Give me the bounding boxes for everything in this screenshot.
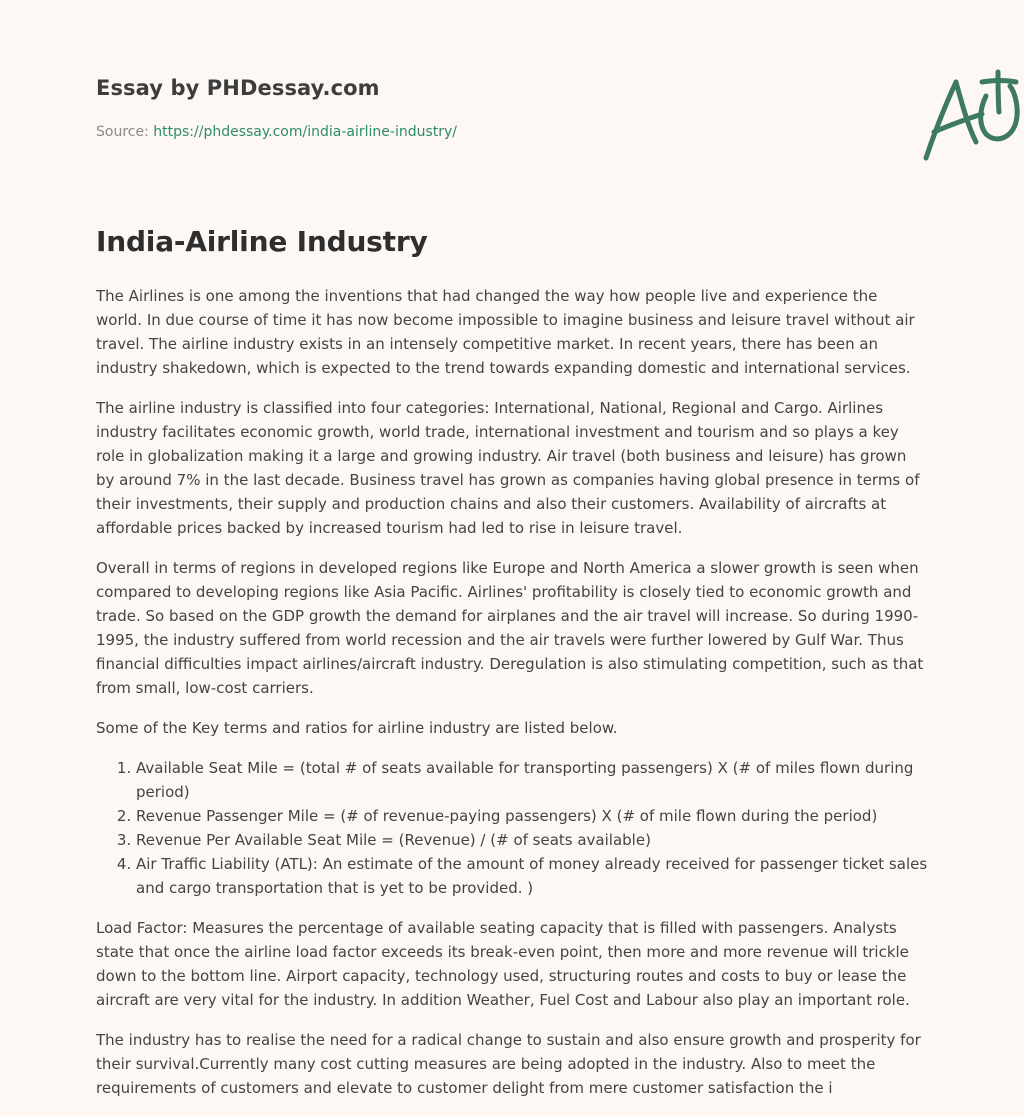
list-item: 3. Revenue Per Available Seat Mile = (Revenue) / (# of seats available) <box>136 828 928 852</box>
essay-paragraph: Overall in terms of regions in developed regions like Europe and North America a slower growth is seen when compared to developing regions like Asia Pacific. Airlines' profitability is closely tied to economic growth and trade. So based on the GDP growth the demand for airplanes and the air travel will increase. So during 1990-1995, the industry suffered from world recession and the air travels were further lowered by Gulf War. Thus financial difficulties impact airlines/aircraft industry. Deregulation is also stimulating competition, such as that from small, low-cost carriers. <box>96 559 924 697</box>
list-item: 4. Air Traffic Liability (ATL): An estimate of the amount of money already received for passenger ticket sales and cargo transportation that is yet to be provided. ) <box>136 852 928 900</box>
essay-paragraph: The industry has to realise the need for a radical change to sustain and also ensure growth and prosperity for their survival.Currently many cost cutting measures are being adopted in the industry. Also to meet the requirements of customers and elevate to customer delight from mere customer satisfaction the i <box>96 1031 921 1097</box>
source-link[interactable]: https://phdessay.com/india-airline-industry/ <box>153 124 458 140</box>
essay-title: India-Airline Industry <box>96 225 428 258</box>
essay-paragraph: The airline industry is classified into four categories: International, National, Regional and Cargo. Airlines industry facilitates economic growth, world trade, international investment and tourism and so plays a key role in globalization making it a large and growing industry. Air travel (both business and leisure) has grown by around 7% in the last decade. Business travel has grown as companies having global presence in terms of their investments, their supply and production chains and also their customers. Availability of aircrafts at affordable prices backed by increased tourism had led to rise in leisure travel. <box>96 399 920 537</box>
key-terms-list <box>96 756 928 900</box>
list-item: 2. Revenue Passenger Mile = (# of revenue-paying passengers) X (# of mile flown during the period) <box>136 804 928 828</box>
essay-body <box>96 284 928 1116</box>
a-plus-logo-icon <box>920 68 1022 166</box>
essay-paragraph: Some of the Key terms and ratios for airline industry are listed below. <box>96 719 618 737</box>
essay-paragraph: Load Factor: Measures the percentage of available seating capacity that is filled with passengers. Analysts state that once the airline load factor exceeds its break-even point, then more and more revenue will trickle down to the bottom line. Airport capacity, technology used, structuring routes and costs to buy or lease the aircraft are very vital for the industry. In addition Weather, Fuel Cost and Labour also play an important role. <box>96 919 910 1009</box>
list-item: 1. Available Seat Mile = (total # of seats available for transporting passengers) X (# of miles flown during period) <box>136 756 928 804</box>
source-line <box>96 124 457 140</box>
site-title: Essay by PHDessay.com <box>96 76 380 100</box>
source-label: Source: <box>96 124 154 140</box>
essay-paragraph: The Airlines is one among the inventions that had changed the way how people live and experience the world. In due course of time it has now become impossible to imagine business and leisure travel without air travel. The airline industry exists in an intensely competitive market. In recent years, there has been an industry shakedown, which is expected to the trend towards expanding domestic and international services. <box>96 287 915 377</box>
